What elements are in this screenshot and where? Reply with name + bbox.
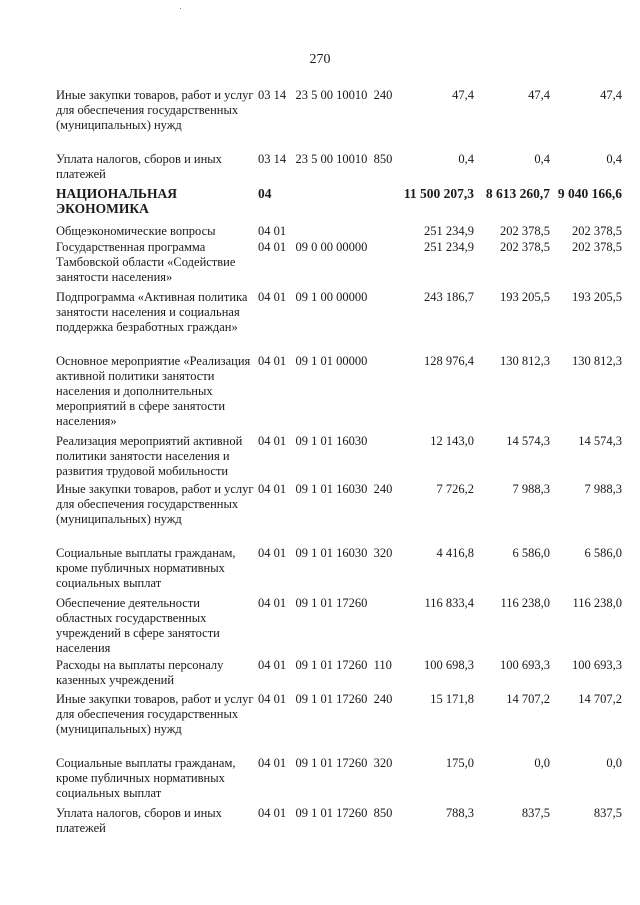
row-value-2: 14 707,2 [506,692,550,706]
row-value-3: 837,5 [593,806,622,820]
row-value-1: 15 171,8 [430,692,474,706]
row-value-1: 788,3 [445,806,474,820]
row-value-2: 6 586,0 [512,546,550,560]
row-codes: 04 01 [258,224,287,238]
row-codes: 04 01 09 1 01 17260 320 [258,756,393,770]
row-value-1: 12 143,0 [430,434,474,448]
row-name: Социальные выплаты гражданам, кроме публичных нормативных социальных выплат [56,756,236,800]
row-name: Подпрограмма «Активная политика занятости населения и социальная поддержка безработных граждан» [56,290,248,334]
row-value-2: 202 378,5 [500,240,550,254]
row-codes: 04 01 09 1 01 17260 850 [258,806,393,820]
row-value-2: 837,5 [521,806,550,820]
row-name: Основное мероприятие «Реализация активной политики занятости населения и дополнительных мероприятий в сфере занятости населения» [56,354,251,428]
row-value-2: 100 693,3 [500,658,550,672]
row-value-2: 7 988,3 [512,482,550,496]
row-value-3: 116 238,0 [572,596,622,610]
row-codes: 03 14 23 5 00 10010 850 [258,152,393,166]
row-name: Иные закупки товаров, работ и услуг для обеспечения государственных (муниципальных) нужд [56,88,254,132]
row-value-3: 202 378,5 [572,240,622,254]
scan-speck [180,8,181,9]
row-value-3: 9 040 166,6 [557,186,622,201]
row-value-3: 202 378,5 [572,224,622,238]
row-codes: 04 01 09 1 00 00000 [258,290,368,304]
row-codes: 04 01 09 1 01 17260 110 [258,658,392,672]
row-value-1: 11 500 207,3 [403,186,474,201]
row-value-2: 0,0 [534,756,550,770]
row-value-1: 251 234,9 [424,240,474,254]
row-name: Иные закупки товаров, работ и услуг для обеспечения государственных (муниципальных) нужд [56,692,254,736]
row-value-3: 14 707,2 [578,692,622,706]
row-value-1: 4 416,8 [436,546,474,560]
row-name: Обеспечение деятельности областных государственных учреждений в сфере занятости населения [56,596,220,655]
row-name: Реализация мероприятий активной политики занятости населения и развития трудовой мобильности [56,434,243,478]
row-value-1: 7 726,2 [436,482,474,496]
row-value-2: 116 238,0 [500,596,550,610]
row-value-1: 116 833,4 [424,596,474,610]
row-name: Общеэкономические вопросы [56,224,216,238]
row-codes: 04 01 09 0 00 00000 [258,240,368,254]
row-name: Уплата налогов, сборов и иных платежей [56,152,222,181]
row-value-3: 193 205,5 [572,290,622,304]
row-name: Иные закупки товаров, работ и услуг для обеспечения государственных (муниципальных) нужд [56,482,254,526]
row-value-2: 8 613 260,7 [485,186,550,201]
row-value-1: 128 976,4 [424,354,474,368]
row-value-3: 47,4 [600,88,622,102]
row-name: Уплата налогов, сборов и иных платежей [56,806,222,835]
page-number: 270 [309,52,331,67]
row-value-3: 6 586,0 [584,546,622,560]
row-codes: 04 01 09 1 01 00000 [258,354,368,368]
row-name: Социальные выплаты гражданам, кроме публичных нормативных социальных выплат [56,546,236,590]
row-name: Расходы на выплаты персоналу казенных учреждений [56,658,224,687]
row-codes: 04 01 09 1 01 16030 320 [258,546,393,560]
row-value-1: 47,4 [452,88,474,102]
row-codes: 04 01 09 1 01 17260 240 [258,692,393,706]
row-value-3: 130 812,3 [572,354,622,368]
row-value-2: 202 378,5 [500,224,550,238]
row-name: НАЦИОНАЛЬНАЯ ЭКОНОМИКА [56,186,177,216]
row-value-1: 100 698,3 [424,658,474,672]
row-codes: 04 01 09 1 01 17260 [258,596,368,610]
row-name: Государственная программа Тамбовской области «Содействие занятости населения» [56,240,236,284]
row-value-2: 130 812,3 [500,354,550,368]
row-value-1: 0,4 [458,152,474,166]
row-value-3: 100 693,3 [572,658,622,672]
row-value-2: 0,4 [534,152,550,166]
row-codes: 04 01 09 1 01 16030 [258,434,368,448]
row-value-2: 47,4 [528,88,550,102]
row-value-1: 243 186,7 [424,290,474,304]
row-value-3: 7 988,3 [584,482,622,496]
row-value-3: 0,0 [606,756,622,770]
row-codes: 04 01 09 1 01 16030 240 [258,482,393,496]
row-value-3: 0,4 [606,152,622,166]
row-value-3: 14 574,3 [578,434,622,448]
row-codes: 04 [258,186,272,201]
row-codes: 03 14 23 5 00 10010 240 [258,88,393,102]
row-value-1: 251 234,9 [424,224,474,238]
row-value-1: 175,0 [445,756,474,770]
row-value-2: 14 574,3 [506,434,550,448]
row-value-2: 193 205,5 [500,290,550,304]
